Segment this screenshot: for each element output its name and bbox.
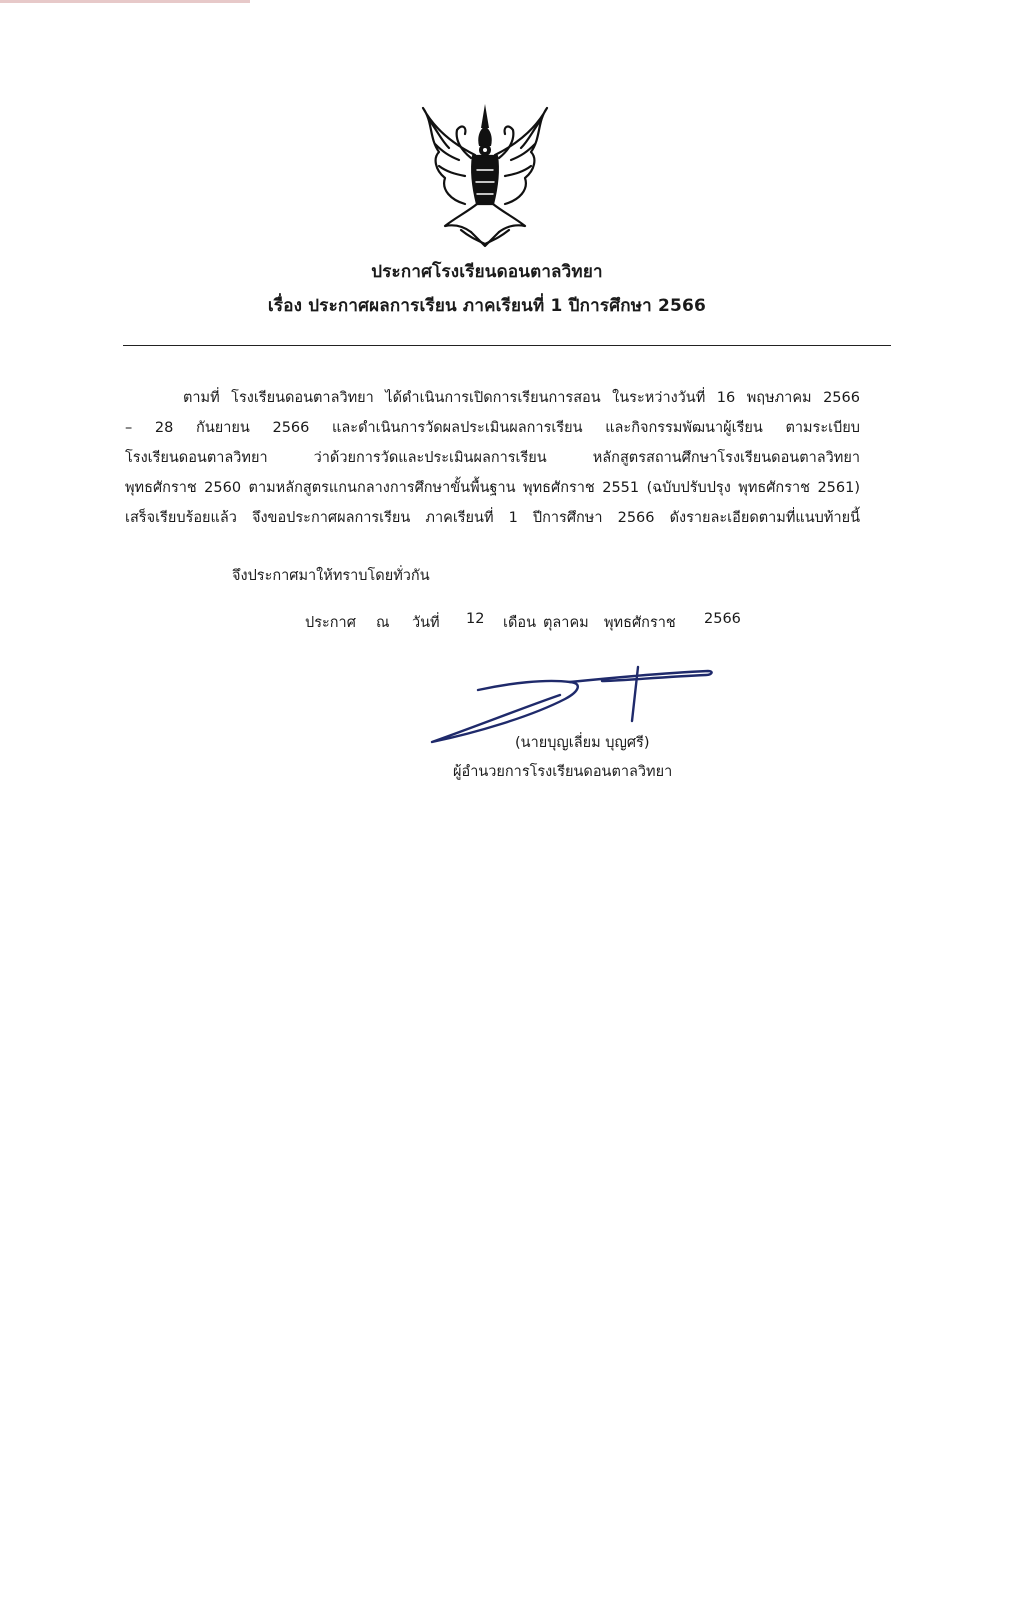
dateline-at: ณ bbox=[376, 615, 390, 631]
garuda-emblem-icon bbox=[415, 100, 555, 250]
body-line: พุทธศักราช 2560 ตามหลักสูตรแกนกลางการศึกษาขั้นพื้นฐาน พุทธศักราช 2551 (ฉบับปรับปรุง พุทธศักราช 2561) bbox=[125, 480, 860, 496]
dateline-announced: ประกาศ bbox=[305, 615, 356, 631]
body-line: ตามที่ โรงเรียนดอนตาลวิทยา ได้ดำเนินการเปิดการเรียนการสอน ในระหว่างวันที่ 16 พฤษภาคม 2566 bbox=[183, 390, 860, 406]
header-divider bbox=[123, 345, 891, 346]
body-line: เสร็จเรียบร้อยแล้ว จึงขอประกาศผลการเรียน ภาคเรียนที่ 1 ปีการศึกษา 2566 ดังรายละเอียดตามที่แนบท้ายนี้ bbox=[125, 510, 860, 526]
body-line: – 28 กันยายน 2566 และดำเนินการวัดผลประเมินผลการเรียน และกิจกรรมพัฒนาผู้เรียน ตามระเบียบ bbox=[125, 420, 860, 436]
signer-position: ผู้อำนวยการโรงเรียนดอนตาลวิทยา bbox=[453, 764, 673, 780]
dateline-day: 12 bbox=[466, 611, 485, 627]
announcement-subject: เรื่อง ประกาศผลการเรียน ภาคเรียนที่ 1 ปีการศึกษา 2566 bbox=[267, 296, 707, 316]
closing-statement: จึงประกาศมาให้ทราบโดยทั่วกัน bbox=[232, 568, 430, 584]
signer-name: (นายบุญเลี่ยม บุญศรี) bbox=[515, 735, 650, 751]
dateline-day-label: วันที่ bbox=[412, 615, 440, 631]
dateline-year-label: พุทธศักราช bbox=[604, 615, 676, 631]
scan-edge bbox=[0, 0, 250, 3]
page-title: ประกาศโรงเรียนดอนตาลวิทยา bbox=[371, 262, 603, 282]
dateline-month: ตุลาคม bbox=[543, 615, 589, 631]
dateline-year: 2566 bbox=[704, 611, 741, 627]
body-line: โรงเรียนดอนตาลวิทยา ว่าด้วยการวัดและประเมินผลการเรียน หลักสูตรสถานศึกษาโรงเรียนดอนตาลวิทยา bbox=[125, 450, 860, 466]
dateline-month-label: เดือน bbox=[503, 615, 536, 631]
